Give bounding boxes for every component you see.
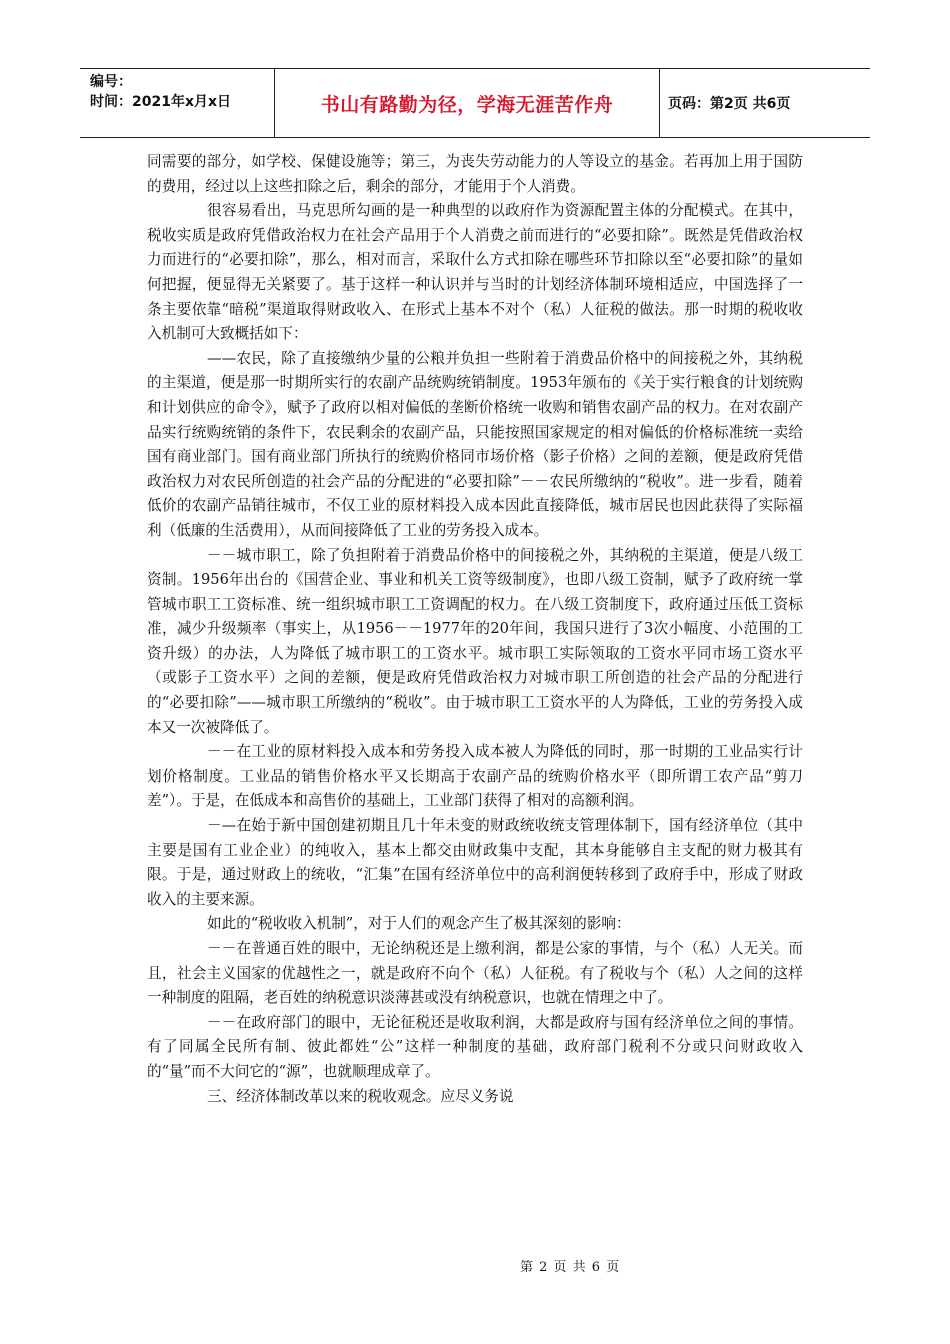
header-motto: 书山有路勤为径，学海无涯苦作舟: [275, 69, 660, 137]
section-heading: 三、经济体制改革以来的税收观念。应尽义务说: [207, 1087, 514, 1105]
page-footer: 第 2 页 共 6 页: [520, 1260, 621, 1275]
body-paragraph: 很容易看出，马克思所勾画的是一种典型的以政府作为资源配置主体的分配模式。在其中，税收实质是政府凭借政治权力在社会产品用于个人消费之前而进行的“必要扣除”。既然是凭借政治权力而进行的“必要扣除”，那么，相对而言，采取什么方式扣除在哪些环节扣除以至“必要扣除”的量如何把握，便显得无关紧要了。基于这样一种认识并与当时的计划经济体制环境相适应，中国选择了一条主要依靠“暗税”渠道取得财政收入、在形式上基本不对个（私）人征税的做法。那一时期的税收收入机制可大致概括如下：: [147, 202, 803, 343]
page-header: [80, 68, 870, 138]
header-page-info: 页码：第2页 共6页: [668, 96, 791, 112]
body-paragraph: 同需要的部分，如学校、保健设施等；第三，为丧失劳动能力的人等设立的基金。若再加上用于国防的费用，经过以上这些扣除之后，剩余的部分，才能用于个人消费。: [147, 153, 803, 195]
header-date: 时间：2021年x月x日: [90, 94, 232, 110]
body-paragraph: 如此的“税收收入机制”，对于人们的观念产生了极其深刻的影响：: [207, 915, 631, 933]
body-paragraph: －－在普通百姓的眼中，无论纳税还是上缴利润，都是公家的事情，与个（私）人无关。而且，社会主义国家的优越性之一，就是政府不向个（私）人征税。有了税收与个（私）人之间的这样一种制度的阻隔，老百姓的纳税意识淡薄甚或没有纳税意识，也就在情理之中了。: [147, 940, 803, 1007]
document-body: [147, 150, 803, 1109]
body-paragraph: －－在政府部门的眼中，无论征税还是收取利润，大都是政府与国有经济单位之间的事情。有了同属全民所有制、彼此都姓“公”这样一种制度的基础，政府部门税利不分或只问财政收入的“量”而不大问它的“源”，也就顺理成章了。: [147, 1013, 803, 1080]
body-paragraph: －－在工业的原材料投入成本和劳务投入成本被人为降低的同时，那一时期的工业品实行计划价格制度。工业品的销售价格水平又长期高于农副产品的统购价格水平（即所谓工农产品“剪刀差”）。于是，在低成本和高售价的基础上，工业部门获得了相对的高额利润。: [147, 743, 803, 810]
header-number-label: 编号：: [90, 74, 132, 90]
body-paragraph: －－城市职工，除了负担附着于消费品价格中的间接税之外，其纳税的主渠道，便是八级工资制。1956年出台的《国营企业、事业和机关工资等级制度》，也即八级工资制，赋予了政府统一掌管城市职工工资标准、统一组织城市职工工资调配的权力。在八级工资制度下，政府通过压低工资标准，减少升级频率（事实上，从1956－－1977年的20年间，我国只进行了3次小幅度、小范围的工资升级）的办法，人为降低了城市职工的工资水平。城市职工实际领取的工资水平同市场工资水平（或影子工资水平）之间的差额，便是政府凭借政治权力对城市职工所创造的社会产品的分配进行的“必要扣除”——城市职工所缴纳的“税收”。由于城市职工工资水平的人为降低，工业的劳务投入成本又一次被降低了。: [147, 546, 804, 736]
body-paragraph: －—在始于新中国创建初期且几十年未变的财政统收统支管理体制下，国有经济单位（其中主要是国有工业企业）的纯收入，基本上都交由财政集中支配，其本身能够自主支配的财力极其有限。于是，通过财政上的统收，“汇集”在国有经济单位中的高利润便转移到了政府手中，形成了财政收入的主要来源。: [147, 817, 803, 908]
header-meta: [80, 69, 275, 137]
body-paragraph: ——农民，除了直接缴纳少量的公粮并负担一些附着于消费品价格中的间接税之外，其纳税的主渠道，便是那一时期所实行的农副产品统购统销制度。1953年颁布的《关于实行粮食的计划统购和计划供应的命令》，赋予了政府以相对偏低的垄断价格统一收购和销售农副产品的权力。在对农副产品实行统购统销的条件下，农民剩余的农副产品，只能按照国家规定的相对偏低的价格标准统一卖给国有商业部门。国有商业部门所执行的统购价格同市场价格（影子价格）之间的差额，便是政府凭借政治权力对农民所创造的社会产品的分配进的“必要扣除”－－农民所缴纳的“税收”。进一步看，随着低价的农副产品销往城市，不仅工业的原材料投入成本因此直接降低，城市居民也因此获得了实际福利（低廉的生活费用），从而间接降低了工业的劳务投入成本。: [147, 349, 803, 539]
